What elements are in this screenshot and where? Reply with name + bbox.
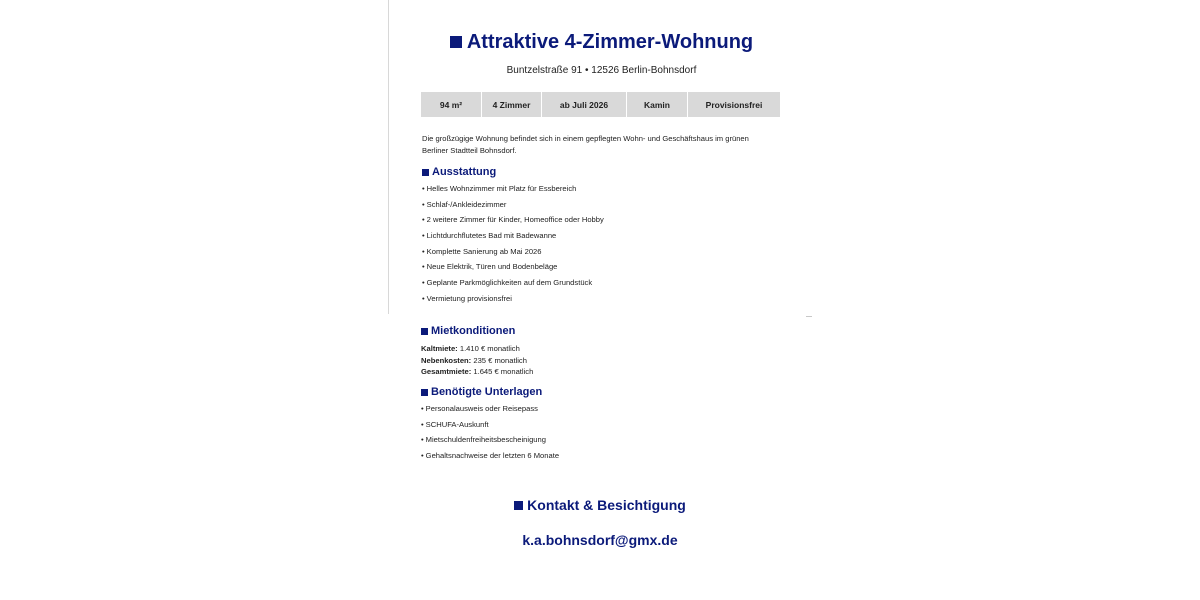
address: Buntzelstraße 91 • 12526 Berlin-Bohnsdorf [506, 65, 697, 76]
contact-heading [0, 496, 1200, 514]
square-bullet-icon [514, 501, 523, 510]
feature-bar [421, 92, 780, 117]
rent-value: 1.410 € monatlich [459, 344, 520, 353]
bullet: • [421, 435, 424, 445]
section-heading-unterlagen [421, 385, 542, 399]
bullet: • [422, 278, 425, 288]
rent-row-kaltmiete [421, 343, 533, 355]
bullet: • [421, 419, 424, 429]
section-heading-mietkonditionen [421, 324, 515, 338]
list-item: • SCHUFA-Auskunft [421, 419, 489, 429]
ausstattung-list [422, 184, 604, 310]
page-title [0, 30, 1200, 54]
feature-fireplace: Kamin [627, 92, 687, 117]
list-item: • Lichtdurchflutetes Bad mit Badewanne [422, 231, 557, 241]
page-title-text: Attraktive 4-Zimmer-Wohnung [466, 31, 754, 53]
rent-label: Kaltmiete: [421, 344, 458, 353]
rent-value: 1.645 € monatlich [473, 367, 534, 376]
list-item: • Vermietung provisionsfrei [422, 293, 512, 303]
square-bullet-icon [422, 169, 429, 176]
bullet: • [421, 404, 424, 413]
feature-size: 94 m² [421, 92, 481, 117]
section-heading-text: Mietkonditionen [431, 325, 516, 337]
list-item: • Neue Elektrik, Türen und Bodenbeläge [422, 262, 558, 272]
list-item: • Schlaf-/Ankleidezimmer [422, 199, 507, 209]
rent-conditions [421, 343, 533, 378]
square-bullet-icon [450, 36, 462, 48]
contact-heading-text: Kontakt & Besichtigung [527, 497, 686, 513]
bullet: • [422, 231, 425, 241]
list-item: • Komplette Sanierung ab Mai 2026 [422, 246, 542, 256]
rent-value: 235 € monatlich [473, 355, 527, 365]
bullet: • [422, 215, 425, 225]
rent-row-nebenkosten [421, 355, 533, 367]
list-item: • Helles Wohnzimmer mit Platz für Essbereich [422, 184, 577, 193]
list-item: • 2 weitere Zimmer für Kinder, Homeoffice oder Hobby [422, 215, 604, 225]
intro-text: Die großzügige Wohnung befindet sich in einem gepflegten Wohn- und Geschäftshaus im grünen Berliner Stadtteil Bohnsdorf. [422, 134, 749, 155]
section-heading-text: Ausstattung [432, 166, 497, 178]
rent-label: Nebenkosten: [421, 355, 472, 365]
bullet: • [421, 451, 424, 461]
rent-label: Gesamtmiete: [421, 367, 472, 376]
contact-email[interactable]: k.a.bohnsdorf@gmx.de [522, 532, 678, 548]
square-bullet-icon [421, 389, 428, 396]
feature-availability: ab Juli 2026 [542, 92, 626, 117]
unterlagen-list [421, 404, 559, 467]
list-item: • Mietschuldenfreiheitsbescheinigung [421, 435, 546, 445]
section-heading-ausstattung [422, 165, 496, 179]
list-item: • Personalausweis oder Reisepass [421, 404, 538, 413]
square-bullet-icon [421, 328, 428, 335]
feature-commission: Provisionsfrei [688, 92, 780, 117]
rent-row-gesamtmiete [421, 366, 533, 378]
list-item: • Geplante Parkmöglichkeiten auf dem Grundstück [422, 278, 593, 288]
section-heading-text: Benötigte Unterlagen [431, 386, 543, 398]
list-item: • Gehaltsnachweise der letzten 6 Monate [421, 451, 560, 461]
bullet: • [422, 293, 425, 303]
bullet: • [422, 184, 425, 193]
bullet: • [422, 246, 425, 256]
divider-tick [806, 316, 812, 317]
bullet: • [422, 199, 425, 209]
bullet: • [422, 262, 425, 272]
feature-rooms: 4 Zimmer [482, 92, 541, 117]
